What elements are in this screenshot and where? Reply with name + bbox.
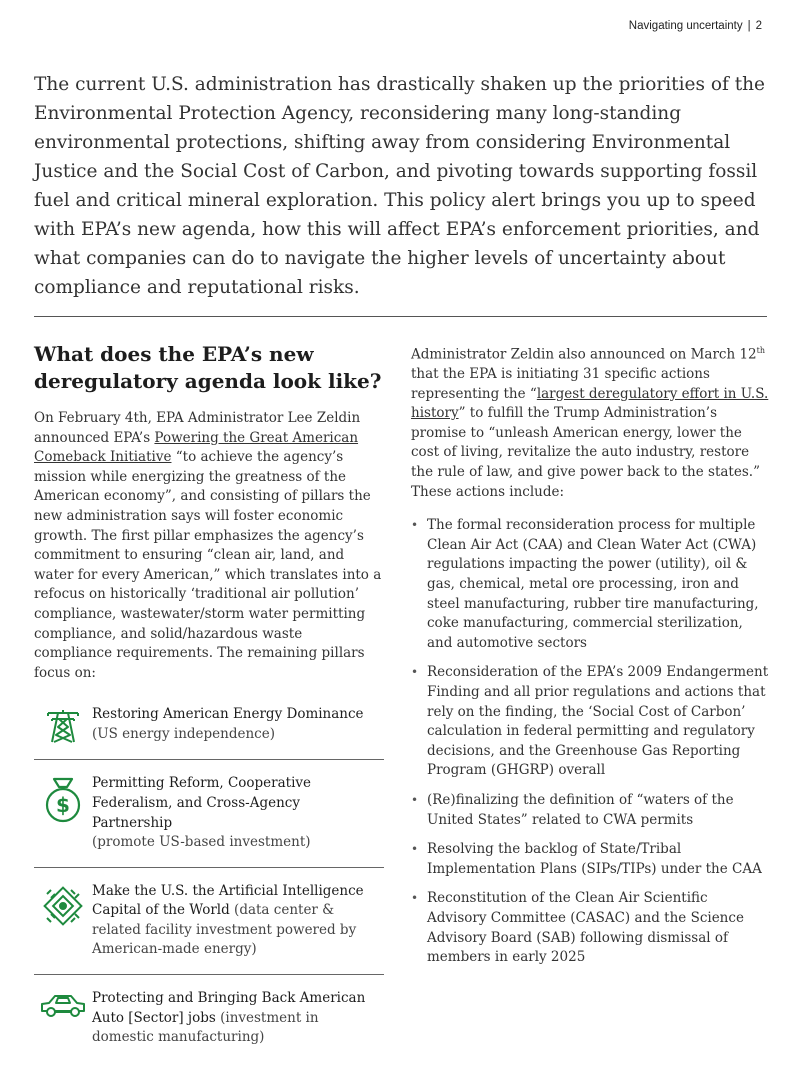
pillar-title: Permitting Reform, Cooperative Federalism, and Cross-Agency Partnership <box>92 775 312 831</box>
left-column <box>34 341 384 1076</box>
initiative-paragraph <box>34 409 384 683</box>
pillar-description: (promote US-based investment) <box>92 834 311 851</box>
section-divider <box>34 316 767 317</box>
actions-list <box>411 516 771 967</box>
pillar-text <box>92 989 384 1048</box>
pillar-title: Protecting and Bringing Back American Auto [Sector] jobs <box>92 990 366 1026</box>
right-column <box>411 341 771 978</box>
section-heading: What does the EPA’s new deregulatory agenda look like? <box>34 342 382 393</box>
initiative-text-end: “to achieve the agency’s mission while energizing the greatness of the American economy”, and consisting of pillars the new administration says will foster economic growth. The first pillar emphasizes the agency’s commitment to ensuring “clean air, land, and water for every American,” which translates into a refocus on historically ‘traditional air pollution’ compliance, wastewater/storm water permitting compliance, and solid/hazardous waste compliance requirements. The remaining pillars focus on: <box>34 449 382 681</box>
list-item: • The formal reconsideration process for multiple Clean Air Act (CAA) and Clean Water Act (CWA) regulations impacting the power (utility), oil & gas, chemical, metal ore processing, iron and steel manufacturing, rubber tire manufacturing, coke manufacturing, commercial sterilization, and automotive sectors <box>411 516 771 653</box>
deregulatory-paragraph <box>411 341 771 502</box>
pillar-description: (investment in domestic manufacturing) <box>92 1009 319 1046</box>
deregulatory-text-mid: that the EPA is initiating 31 specific actions representing the “ <box>411 366 710 402</box>
pillar-item <box>34 882 384 975</box>
list-item: • Reconstitution of the Clean Air Scientific Advisory Committee (CASAC) and the Science Advisory Board (SAB) following dismissal of members in early 2025 <box>411 889 771 967</box>
deregulatory-text-start: Administrator Zeldin also announced on March 12 <box>411 346 757 363</box>
pillar-text <box>92 882 384 960</box>
list-item: • (Re)finalizing the definition of “waters of the United States” related to CWA permits <box>411 791 771 830</box>
list-item: • Reconsideration of the EPA’s 2009 Endangerment Finding and all prior regulations and actions that rely on the finding, the ‘Social Cost of Carbon’ calculation in federal permitting and regulatory decisions, and the Greenhouse Gas Reporting Program (GHGRP) overall <box>411 663 771 781</box>
page-number: 2 <box>755 20 762 32</box>
intro-paragraph: The current U.S. administration has drastically shaken up the priorities of the Environmental Protection Agency, reconsidering many long-standing environmental protections, shifting away from considering Environmental Justice and the Social Cost of Carbon, and pivoting towards supporting fossil fuel and critical mineral exploration. This policy alert brings you up to speed with EPA’s new agenda, how this will affect EPA’s enforcement priorities, and what companies can do to navigate the higher levels of uncertainty about compliance and reputational risks. <box>34 74 766 298</box>
pillar-item <box>34 989 384 1062</box>
pillar-item <box>34 705 384 760</box>
date-superscript: th <box>756 346 765 355</box>
pillar-title: Restoring American Energy Dominance <box>92 706 364 723</box>
header-title: Navigating uncertainty <box>628 20 743 32</box>
header-separator: | <box>747 20 751 32</box>
pillar-item <box>34 774 384 867</box>
ai-chip-icon <box>34 882 92 960</box>
initiative-link[interactable]: Powering the Great American Comeback Initiative <box>34 429 359 466</box>
pillar-description: (US energy independence) <box>92 725 275 742</box>
deregulatory-text-end: ” to fulfill the Trump Administration’s promise to “unleash American energy, lower the cost of living, revitalize the auto industry, restore the rule of law, and give power back to the states.” These actions include: <box>411 405 760 500</box>
svg-text:$: $ <box>56 793 70 818</box>
list-item: • Resolving the backlog of State/Tribal Implementation Plans (SIPs/TIPs) under the CAA <box>411 840 771 879</box>
running-header <box>629 20 762 32</box>
car-icon <box>34 989 92 1048</box>
pillar-text <box>92 774 384 852</box>
pillar-description: (data center & related facility investment powered by American-made energy) <box>92 902 357 958</box>
pillar-title: Make the U.S. the Artificial Intelligence Capital of the World <box>92 882 364 919</box>
initiative-text-start: On February 4th, EPA Administrator Lee Zeldin announced EPA’s <box>34 410 361 446</box>
pillar-text <box>92 705 364 745</box>
money-bag-icon <box>34 774 92 852</box>
deregulatory-effort-link[interactable]: largest deregulatory effort in U.S. history <box>411 385 769 422</box>
pillars-list <box>34 705 384 1062</box>
power-tower-icon <box>34 705 92 745</box>
